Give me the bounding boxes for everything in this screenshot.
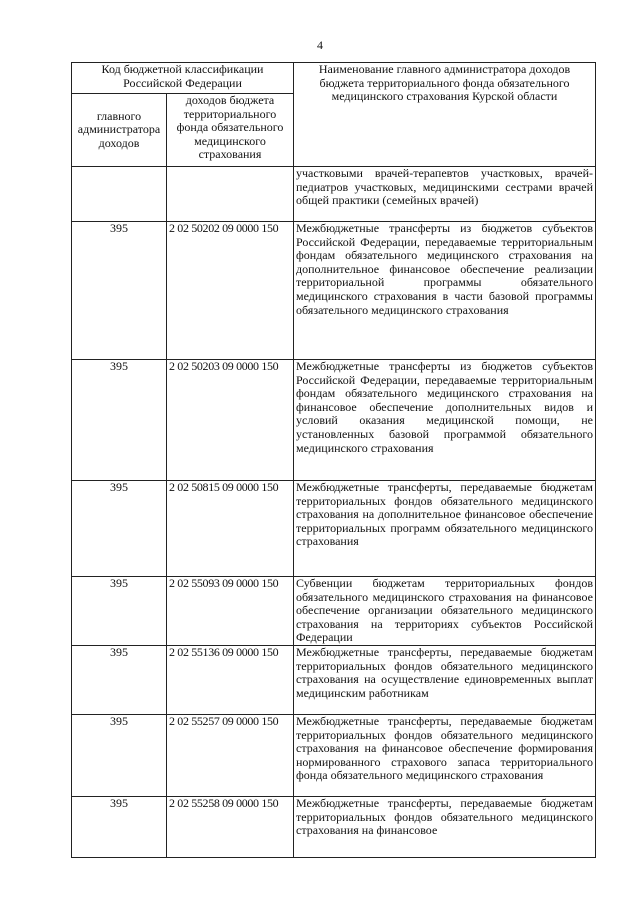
cell-name: участковыми врачей-терапевтов участковых, врачей-педиатров участковых, медицинскими сестрами врачей общей практики (семейных врачей) [294, 167, 596, 222]
header-fund-revenues: доходов бюджета территориального фонда обязательного медицинского страхования [167, 94, 294, 167]
table-row [72, 577, 596, 646]
table-row [72, 481, 596, 577]
header-main-administrator: главного администратора доходов [72, 94, 167, 167]
cell-name: Межбюджетные трансферты, передаваемые бюджетам территориальных фондов обязательного медицинского страхования на осуществление единовременных выплат медицинским работникам [294, 646, 596, 715]
cell-admin: 395 [72, 222, 167, 360]
table-row [72, 360, 596, 481]
page-number: 4 [317, 38, 323, 52]
cell-name: Межбюджетные трансферты, передаваемые бюджетам территориальных фондов обязательного медицинского страхования на финансовое обеспечение формирования нормированного страхового запаса территориального фонда обязательного медицинского страхования [294, 715, 596, 797]
header-administrator-name: Наименование главного администратора доходов бюджета территориального фонда обязательного медицинского страхования Курской области [294, 63, 596, 167]
cell-admin: 395 [72, 481, 167, 577]
cell-admin: 395 [72, 715, 167, 797]
cell-name: Межбюджетные трансферты, передаваемые бюджетам территориальных фондов обязательного медицинского страхования на финансовое [294, 797, 596, 858]
table-row [72, 797, 596, 858]
cell-name: Межбюджетные трансферты, передаваемые бюджетам территориальных фондов обязательного медицинского страхования на дополнительное финансовое обеспечение территориальных программ обязательного медицинского страхования [294, 481, 596, 577]
table-row-continuation [72, 167, 596, 222]
table-row [72, 222, 596, 360]
cell-code: 2 02 50203 09 0000 150 [167, 360, 294, 481]
cell-code: 2 02 55257 09 0000 150 [167, 715, 294, 797]
cell-code: 2 02 55136 09 0000 150 [167, 646, 294, 715]
budget-classification-table [71, 62, 596, 858]
cell-admin: 395 [72, 360, 167, 481]
table-row [72, 646, 596, 715]
cell-code: 2 02 50815 09 0000 150 [167, 481, 294, 577]
header-classification-code: Код бюджетной классификации Российской Федерации [72, 63, 294, 94]
cell-admin [72, 167, 167, 222]
cell-name: Субвенции бюджетам территориальных фондов обязательного медицинского страхования на финансовое обеспечение организации обязательного медицинского страхования на территориях субъектов Российской Федерации [294, 577, 596, 646]
cell-code: 2 02 55258 09 0000 150 [167, 797, 294, 858]
cell-admin: 395 [72, 797, 167, 858]
cell-code: 2 02 50202 09 0000 150 [167, 222, 294, 360]
cell-name: Межбюджетные трансферты из бюджетов субъектов Российской Федерации, передаваемые территориальным фондам обязательного медицинского страхования на дополнительное финансовое обеспечение реализации территориальной программы обязательного медицинского страхования в части базовой программы обязательного медицинского страхования [294, 222, 596, 360]
table-row [72, 715, 596, 797]
table-header-row [72, 63, 596, 94]
cell-admin: 395 [72, 577, 167, 646]
cell-admin: 395 [72, 646, 167, 715]
cell-code [167, 167, 294, 222]
cell-code: 2 02 55093 09 0000 150 [167, 577, 294, 646]
cell-name: Межбюджетные трансферты из бюджетов субъектов Российской Федерации, передаваемые территориальным фондам обязательного медицинского страхования на финансовое обеспечение дополнительных видов и условий оказания медицинской помощи, не установленных базовой программой обязательного медицинского страхования [294, 360, 596, 481]
